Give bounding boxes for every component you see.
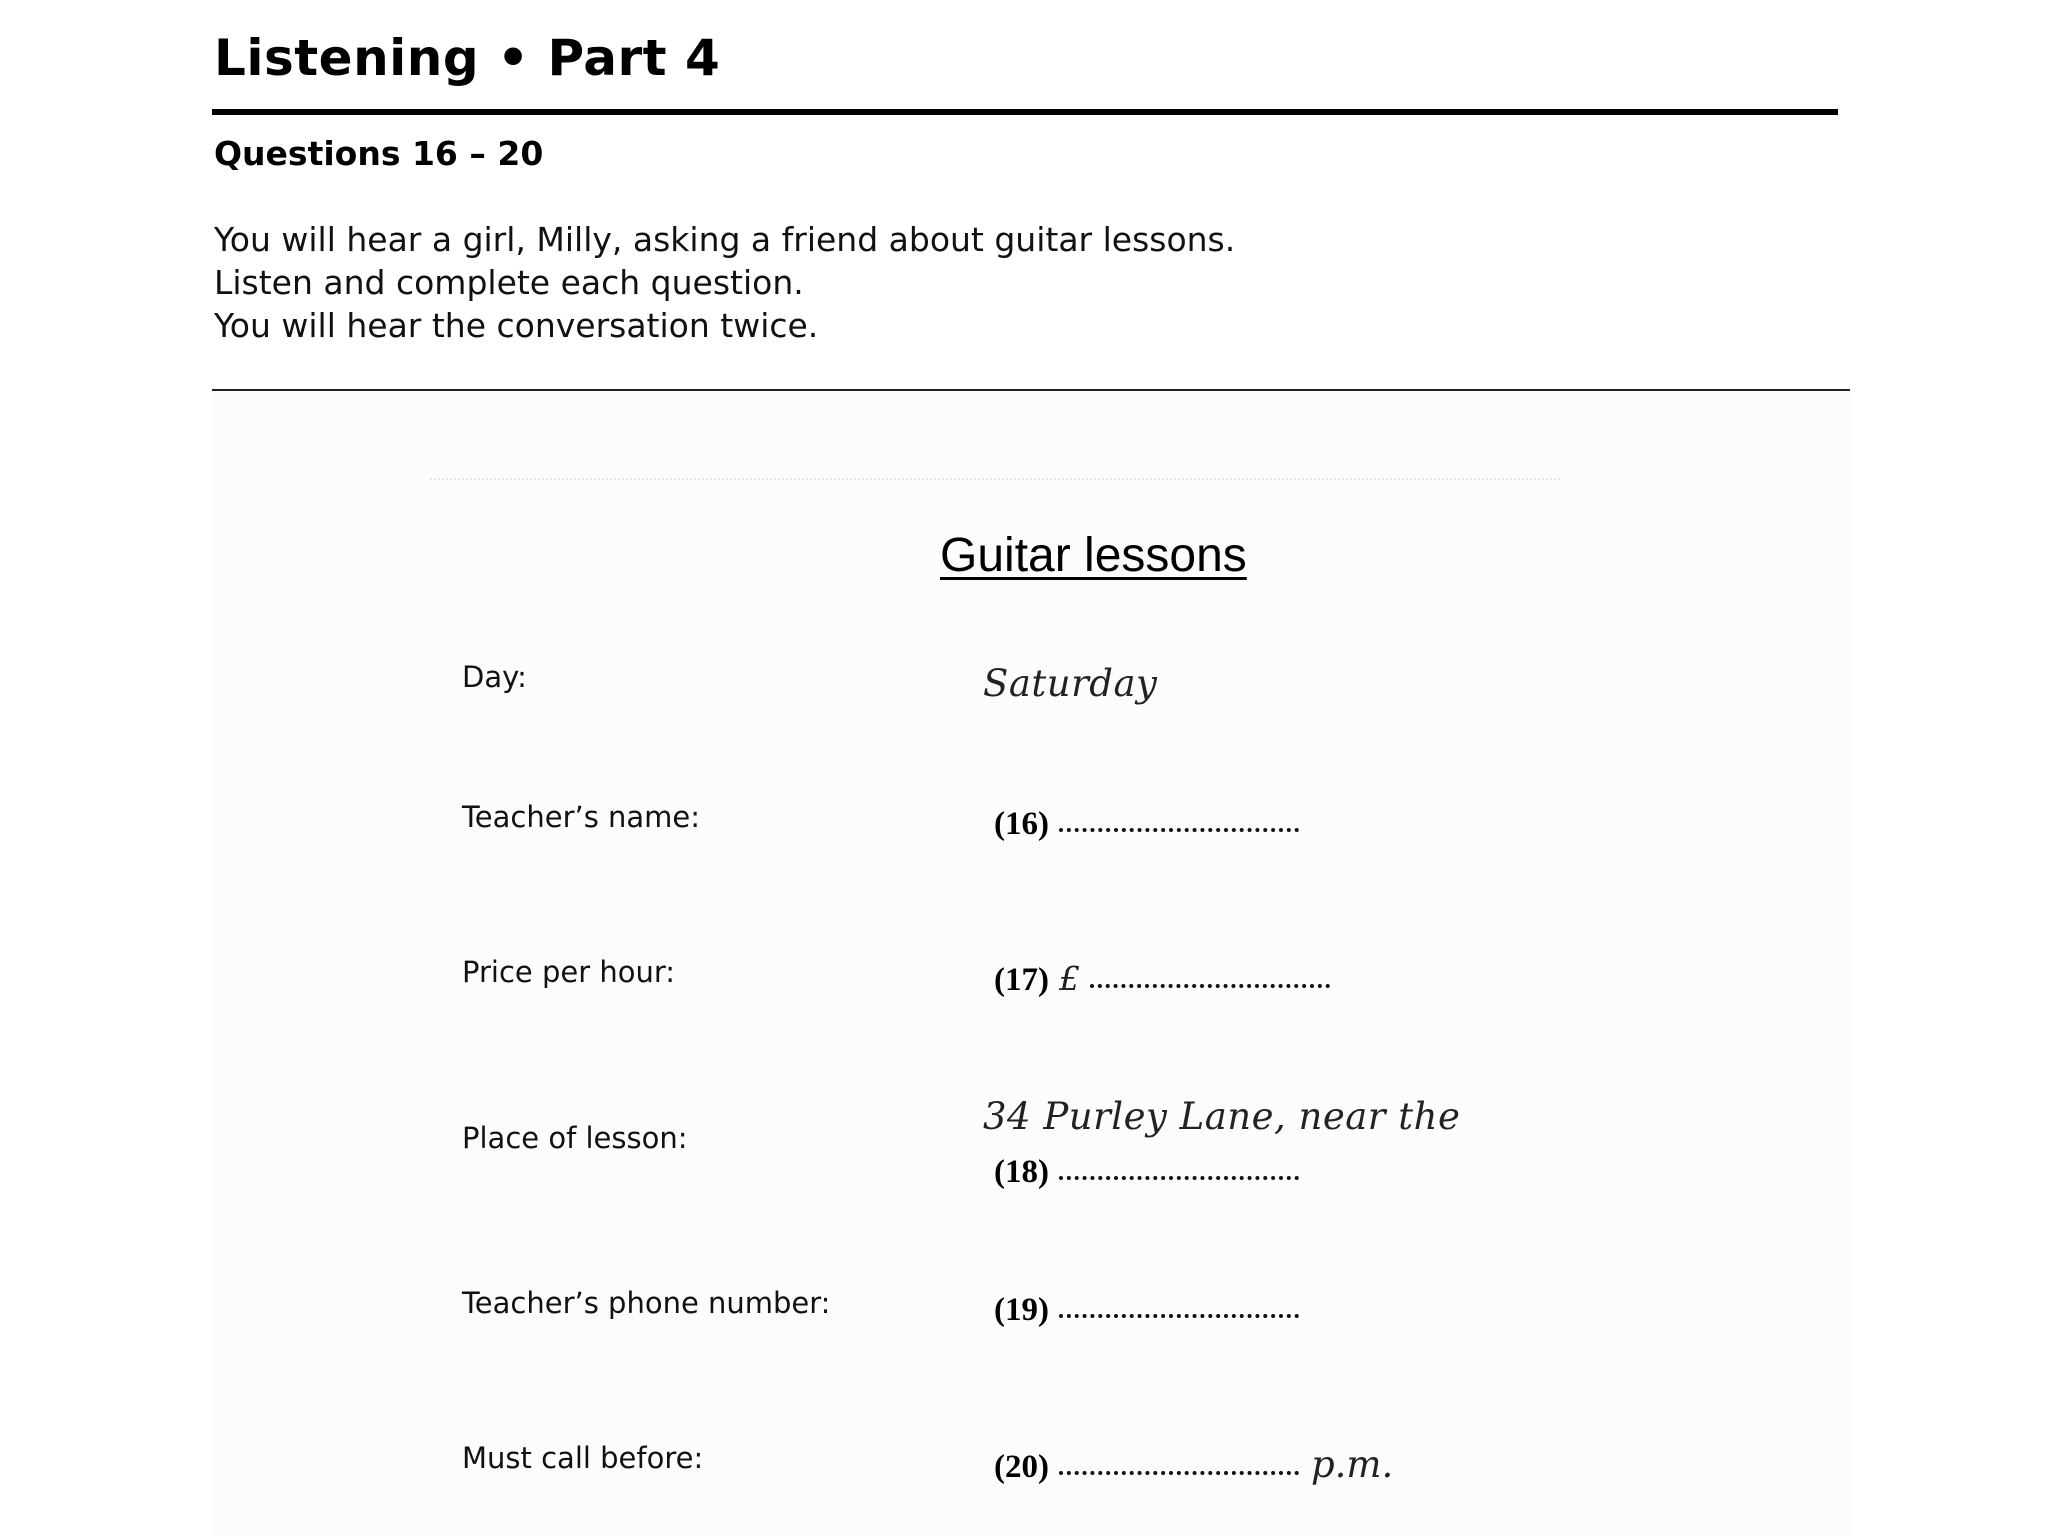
price-per-hour-label: Price per hour: [462, 955, 676, 989]
instruction-line: Listen and complete each question. [214, 263, 804, 302]
question-number-17: (17) [994, 962, 1049, 998]
answer-blank-18[interactable] [1059, 1166, 1299, 1180]
section-divider [212, 389, 1850, 391]
instruction-line: You will hear a girl, Milly, asking a friend about guitar lessons. [214, 220, 1236, 259]
day-label: Day: [462, 660, 527, 694]
day-answer: Saturday [983, 662, 1158, 705]
answer-line-20 [994, 1443, 1393, 1489]
answer-blank-19[interactable] [1059, 1304, 1299, 1318]
answer-blank-16[interactable] [1059, 818, 1299, 832]
place-prefill-text: 34 Purley Lane, near the [983, 1095, 1461, 1138]
answer-line-16 [994, 802, 1299, 846]
page-title: Listening • Part 4 [214, 29, 721, 87]
form-title: Guitar lessons [940, 529, 1247, 582]
teacher-name-label: Teacher’s name: [462, 800, 701, 834]
questions-range-heading: Questions 16 – 20 [214, 134, 544, 173]
question-number-18: (18) [994, 1154, 1049, 1190]
place-of-lesson-label: Place of lesson: [462, 1121, 688, 1155]
question-number-16: (16) [994, 806, 1049, 842]
title-divider [212, 109, 1838, 115]
dotted-guide-line [430, 478, 1560, 480]
question-number-20: (20) [994, 1449, 1049, 1485]
answer-blank-20[interactable] [1059, 1461, 1299, 1475]
pound-sign: £ [1058, 959, 1080, 998]
pm-suffix: p.m. [1310, 1443, 1394, 1486]
question-number-19: (19) [994, 1292, 1049, 1328]
answer-line-17 [994, 957, 1330, 1002]
must-call-before-label: Must call before: [462, 1441, 704, 1475]
answer-line-18 [994, 1150, 1299, 1194]
answer-line-19 [994, 1288, 1299, 1332]
instruction-line: You will hear the conversation twice. [214, 306, 819, 345]
teacher-phone-label: Teacher’s phone number: [462, 1286, 831, 1320]
answer-blank-17[interactable] [1090, 974, 1330, 988]
instructions [214, 218, 1235, 347]
